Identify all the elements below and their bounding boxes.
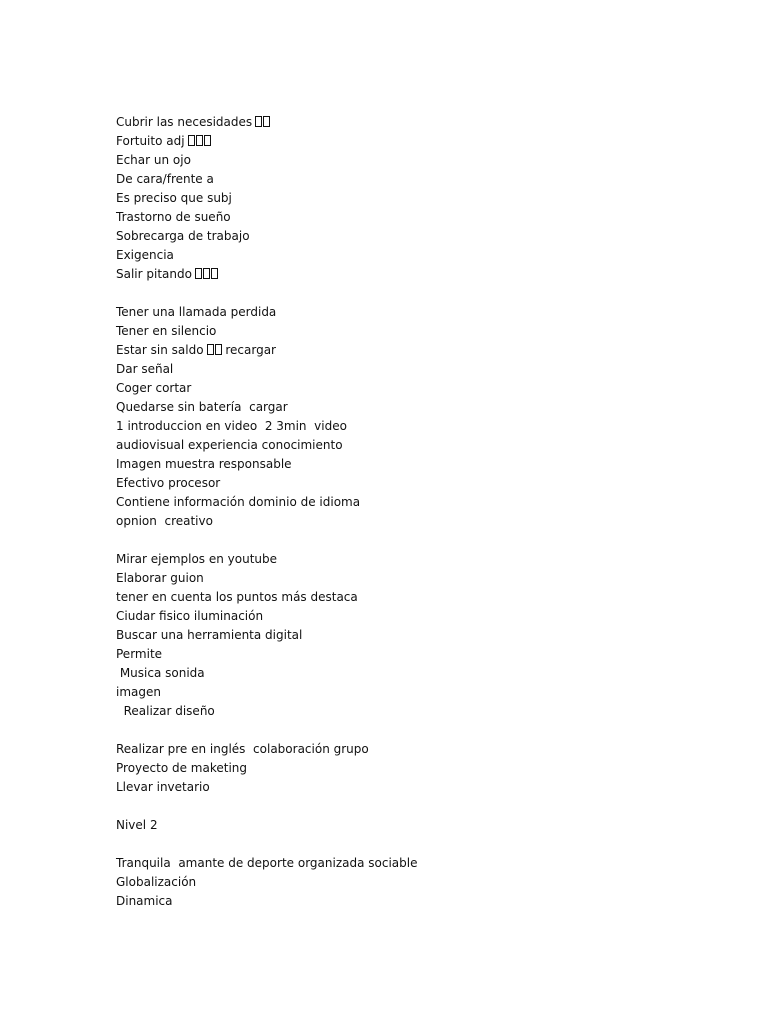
text-line <box>116 417 716 436</box>
line-text: De cara/frente a <box>116 172 214 186</box>
line-text: Tener en silencio <box>116 324 217 338</box>
text-line <box>116 512 716 531</box>
text-line <box>116 360 716 379</box>
line-text: Salir pitando <box>116 267 192 281</box>
line-text: Ciudar fisico iluminación <box>116 609 264 623</box>
line-text: Mirar ejemplos en youtube <box>116 552 278 566</box>
line-text: Dar señal <box>116 362 174 376</box>
text-line <box>116 170 716 189</box>
line-text: 1 introduccion en video 2 3min video <box>116 419 347 433</box>
text-line <box>116 265 716 284</box>
missing-glyph-icon <box>263 116 270 127</box>
blank-line <box>116 284 716 303</box>
line-text: Permite <box>116 647 163 661</box>
missing-glyph-icon <box>203 268 210 279</box>
text-line <box>116 436 716 455</box>
text-line <box>116 569 716 588</box>
line-text: Coger cortar <box>116 381 192 395</box>
line-text: Imagen muestra responsable <box>116 457 292 471</box>
missing-glyph-icon <box>215 344 222 355</box>
line-text: Elaborar guion <box>116 571 204 585</box>
line-text: Echar un ojo <box>116 153 191 167</box>
missing-glyph-group <box>192 267 218 281</box>
line-text: Fortuito adj <box>116 134 185 148</box>
blank-line <box>116 835 716 854</box>
text-line <box>116 379 716 398</box>
line-text: Dinamica <box>116 894 173 908</box>
text-line <box>116 322 716 341</box>
line-text: Musica sonida <box>116 666 205 680</box>
line-text: Exigencia <box>116 248 174 262</box>
text-line <box>116 626 716 645</box>
line-text: imagen <box>116 685 161 699</box>
missing-glyph-icon <box>204 135 211 146</box>
text-line <box>116 873 716 892</box>
line-text: Sobrecarga de trabajo <box>116 229 250 243</box>
missing-glyph-group <box>252 115 270 129</box>
line-text: Buscar una herramienta digital <box>116 628 303 642</box>
line-text: Trastorno de sueño <box>116 210 231 224</box>
line-text: Tener una llamada perdida <box>116 305 277 319</box>
line-text: opnion creativo <box>116 514 213 528</box>
blank-line <box>116 531 716 550</box>
text-line <box>116 588 716 607</box>
text-line <box>116 493 716 512</box>
line-text: Globalización <box>116 875 197 889</box>
line-text: Llevar invetario <box>116 780 210 794</box>
text-line <box>116 132 716 151</box>
missing-glyph-icon <box>207 344 214 355</box>
line-text: Realizar diseño <box>116 704 215 718</box>
missing-glyph-icon <box>255 116 262 127</box>
line-text-after: recargar <box>221 343 276 357</box>
text-line <box>116 740 716 759</box>
text-line <box>116 816 716 835</box>
line-text: tener en cuenta los puntos más destaca <box>116 590 358 604</box>
text-line <box>116 778 716 797</box>
missing-glyph-group <box>204 343 222 357</box>
missing-glyph-icon <box>195 268 202 279</box>
text-line <box>116 303 716 322</box>
blank-line <box>116 721 716 740</box>
text-line <box>116 113 716 132</box>
line-text: Contiene información dominio de idioma <box>116 495 361 509</box>
line-text: audiovisual experiencia conocimiento <box>116 438 343 452</box>
text-line <box>116 151 716 170</box>
text-line <box>116 607 716 626</box>
document-body <box>116 113 716 911</box>
text-line <box>116 189 716 208</box>
text-line <box>116 246 716 265</box>
line-text: Tranquila amante de deporte organizada sociable <box>116 856 418 870</box>
missing-glyph-icon <box>188 135 195 146</box>
blank-line <box>116 797 716 816</box>
text-line <box>116 474 716 493</box>
missing-glyph-icon <box>196 135 203 146</box>
text-line <box>116 759 716 778</box>
text-line <box>116 398 716 417</box>
line-text: Realizar pre en inglés colaboración grupo <box>116 742 369 756</box>
line-text: Proyecto de maketing <box>116 761 248 775</box>
text-line <box>116 550 716 569</box>
line-text: Estar sin saldo <box>116 343 204 357</box>
line-text: Efectivo procesor <box>116 476 221 490</box>
line-text: Quedarse sin batería cargar <box>116 400 288 414</box>
text-line <box>116 227 716 246</box>
text-line <box>116 455 716 474</box>
missing-glyph-icon <box>211 268 218 279</box>
text-line <box>116 208 716 227</box>
text-line <box>116 341 716 360</box>
text-line <box>116 854 716 873</box>
text-line <box>116 702 716 721</box>
line-text: Cubrir las necesidades <box>116 115 253 129</box>
text-line <box>116 664 716 683</box>
missing-glyph-group <box>185 134 211 148</box>
line-text: Nivel 2 <box>116 818 158 832</box>
line-text: Es preciso que subj <box>116 191 232 205</box>
text-line <box>116 892 716 911</box>
text-line <box>116 683 716 702</box>
text-line <box>116 645 716 664</box>
